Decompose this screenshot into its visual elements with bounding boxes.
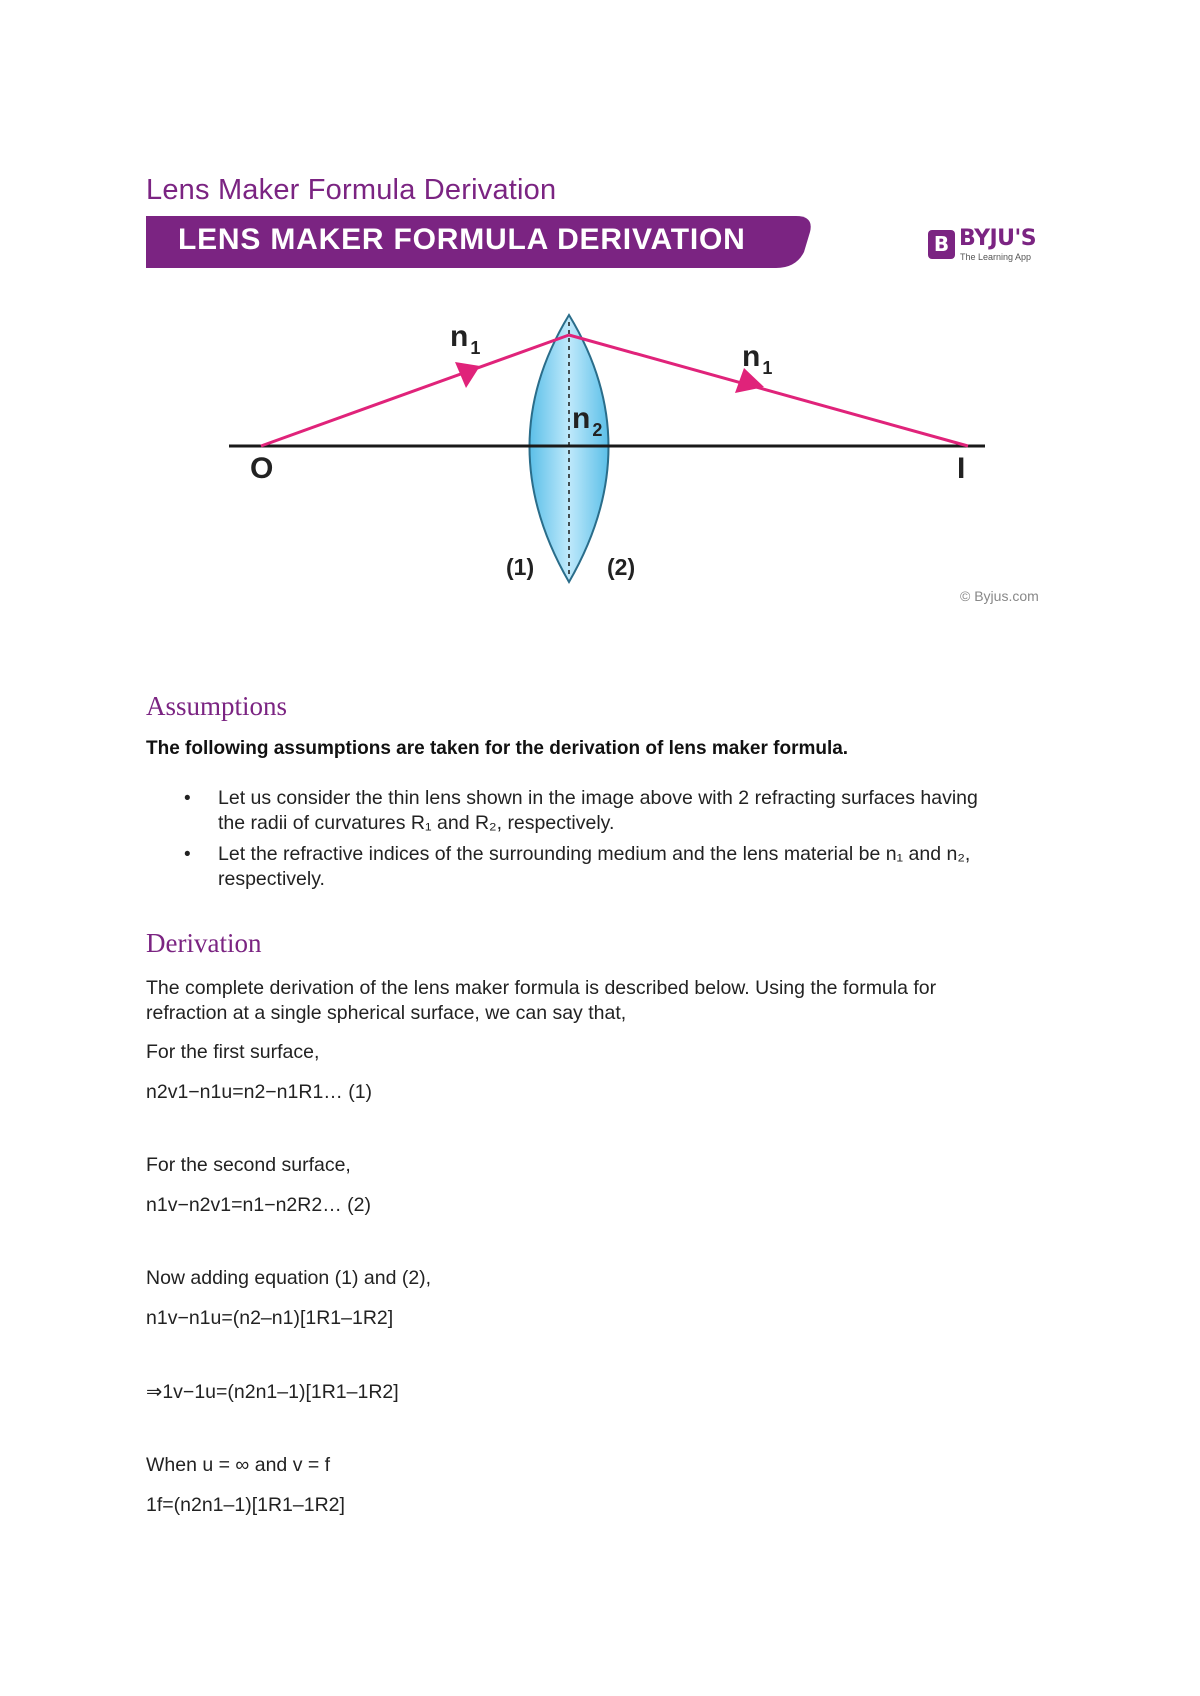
logo-tagline: The Learning App (960, 252, 1032, 262)
n2-symbol: n (572, 402, 591, 435)
derivation-heading: Derivation (146, 928, 262, 958)
surface1-label: (1) (506, 554, 535, 580)
n1-left-sub: 1 (470, 338, 481, 358)
list-item-line2: respectively. (218, 868, 325, 890)
derivation-intro-line2: refraction at a single spherical surface, we can say that, (146, 1002, 627, 1024)
n1-right-sub: 1 (762, 358, 773, 378)
n1-right-label (742, 340, 772, 378)
second-surface-text: For the second surface, (146, 1154, 351, 1176)
lens-diagram (0, 0, 1200, 640)
n1-left-symbol: n (450, 320, 469, 353)
object-label: O (250, 452, 274, 485)
list-item-line2: the radii of curvatures R₁ and R₂, respectively. (218, 812, 615, 834)
incident-ray (261, 335, 569, 446)
adding-text: Now adding equation (1) and (2), (146, 1267, 432, 1289)
bullet-icon: • (184, 788, 191, 809)
list-item-line1: Let the refractive indices of the surrounding medium and the lens material be n₁ and n₂, (218, 843, 971, 865)
equation-5: 1f=(n2n1–1)[1R1–1R2] (146, 1494, 345, 1516)
refracted-ray (569, 335, 968, 446)
assumptions-lead: The following assumptions are taken for the derivation of lens maker formula. (146, 738, 849, 759)
list-item-line1: Let us consider the thin lens shown in the image above with 2 refracting surfaces having (218, 787, 978, 809)
banner-text: LENS MAKER FORMULA DERIVATION (178, 223, 746, 256)
surface2-label: (2) (607, 554, 636, 580)
logo-mark-glyph: B (933, 232, 950, 256)
derivation-intro-line1: The complete derivation of the lens maker formula is described below. Using the formula for (146, 977, 937, 999)
equation-3: n1v−n1u=(n2–n1)[1R1–1R2] (146, 1307, 394, 1329)
first-surface-text: For the first surface, (146, 1041, 320, 1063)
n2-sub: 2 (592, 420, 603, 440)
logo-name: BYJU'S (959, 226, 1037, 251)
list-item (146, 842, 1056, 892)
page-title: Lens Maker Formula Derivation (146, 174, 557, 206)
image-copyright: © Byjus.com (960, 588, 1039, 604)
n1-right-symbol: n (742, 340, 761, 373)
list-item (146, 786, 1056, 836)
image-label: I (957, 452, 966, 485)
assumptions-list (146, 786, 1056, 898)
equation-4: ⇒1v−1u=(n2n1–1)[1R1–1R2] (146, 1381, 399, 1403)
equation-1: n2v1−n1u=n2−n1R1… (1) (146, 1081, 373, 1103)
bullet-icon: • (184, 844, 191, 865)
n1-left-label (450, 320, 480, 358)
assumptions-heading: Assumptions (146, 691, 288, 721)
condition-text: When u = ∞ and v = f (146, 1454, 331, 1476)
equation-2: n1v−n2v1=n1−n2R2… (2) (146, 1194, 371, 1216)
